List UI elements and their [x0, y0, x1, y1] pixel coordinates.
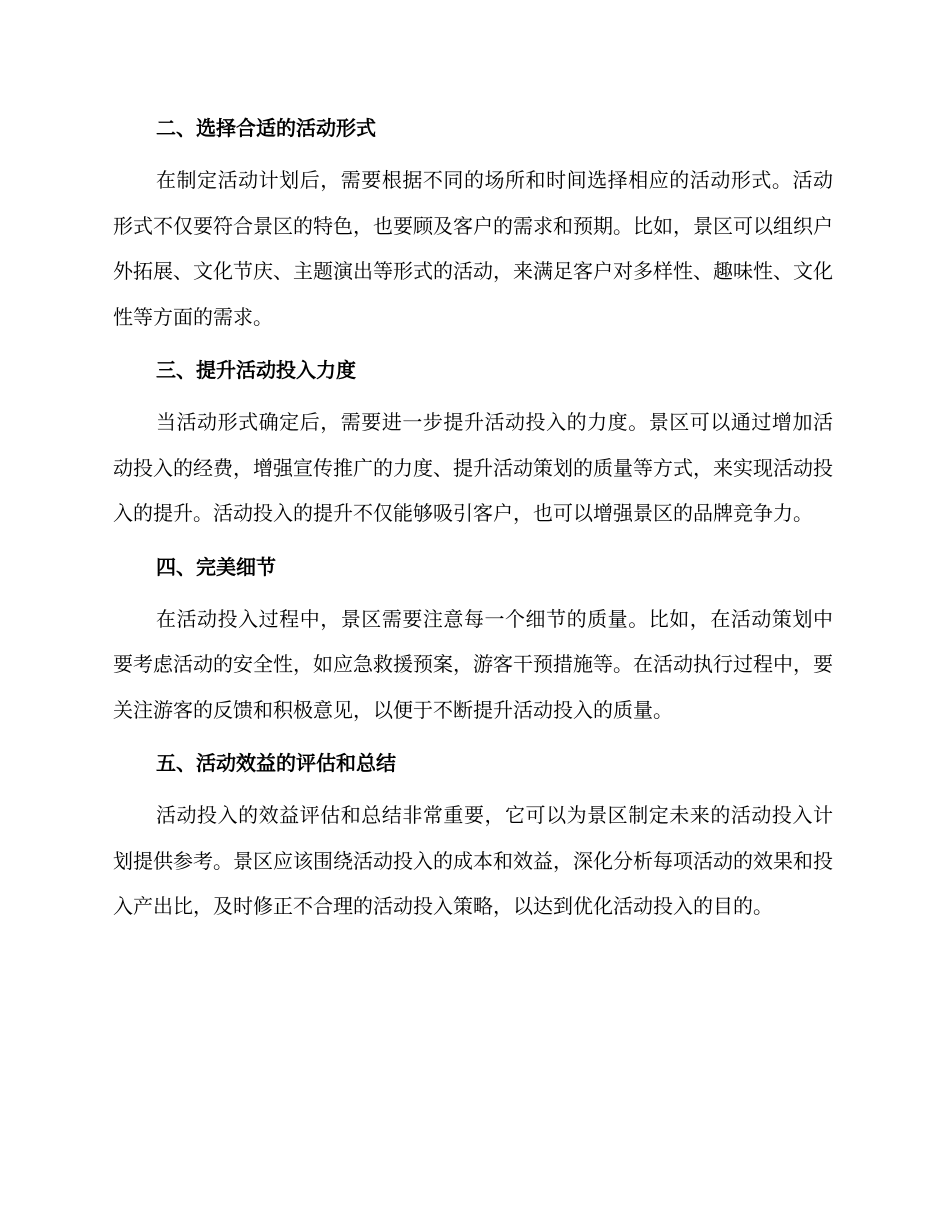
section-paragraph: 当活动形式确定后，需要进一步提升活动投入的力度。景区可以通过增加活动投入的经费，增强宣传推广的力度、提升活动策划的质量等方式，来实现活动投入的提升。活动投入的提升不仅能够吸引客户，也可以增强景区的品牌竞争力。	[113, 410, 833, 525]
section-paragraph: 在活动投入过程中，景区需要注意每一个细节的质量。比如，在活动策划中要考虑活动的安全性，如应急救援预案，游客干预措施等。在活动执行过程中，要关注游客的反馈和积极意见，以便于不断提升活动投入的质量。	[113, 606, 833, 722]
section-activity-form	[113, 106, 833, 340]
section-evaluation	[113, 741, 833, 930]
document-page	[113, 106, 833, 938]
section-heading: 五、活动效益的评估和总结	[156, 751, 396, 775]
section-investment-strength	[113, 348, 833, 537]
section-heading: 三、提升活动投入力度	[156, 358, 356, 382]
section-heading: 四、完美细节	[156, 554, 276, 579]
section-paragraph: 在制定活动计划后，需要根据不同的场所和时间选择相应的活动形式。活动形式不仅要符合景区的特色，也要顾及客户的需求和预期。比如，景区可以组织户外拓展、文化节庆、主题演出等形式的活动，来满足客户对多样性、趣味性、文化性等方面的需求。	[113, 168, 833, 329]
section-paragraph: 活动投入的效益评估和总结非常重要，它可以为景区制定未来的活动投入计划提供参考。景区应该围绕活动投入的成本和效益，深化分析每项活动的效果和投入产出比，及时修正不合理的活动投入策略，以达到优化活动投入的目的。	[113, 803, 833, 918]
section-heading: 二、选择合适的活动形式	[156, 116, 376, 140]
section-details	[113, 545, 833, 734]
